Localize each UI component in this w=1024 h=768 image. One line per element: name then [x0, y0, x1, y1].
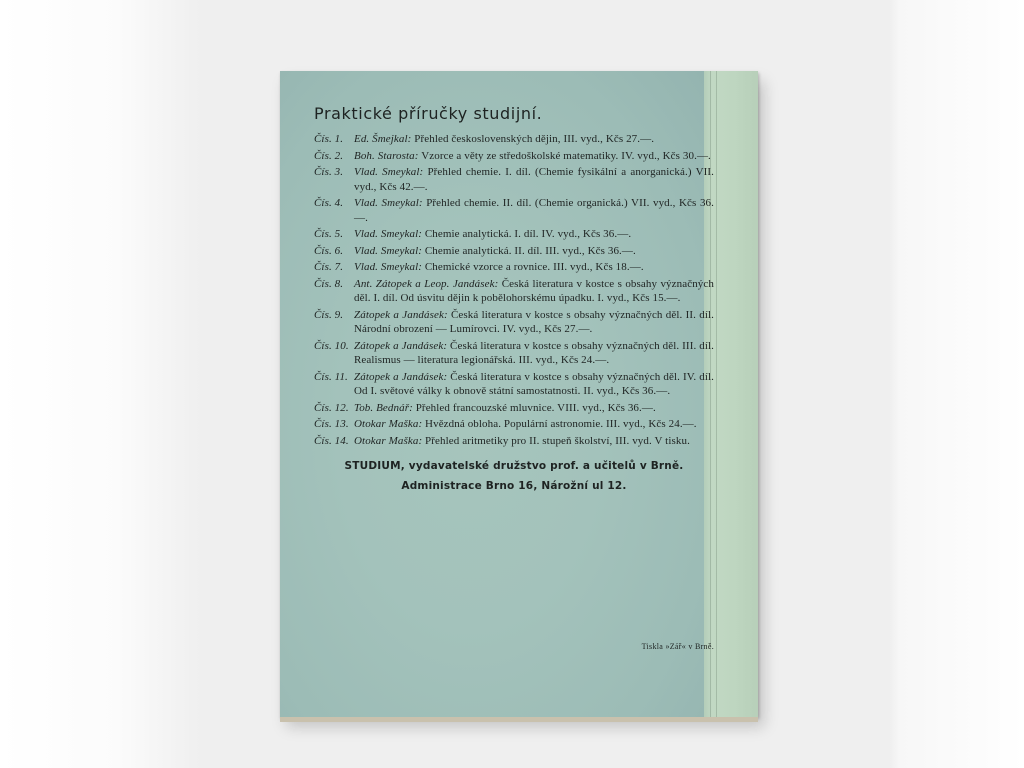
item-description	[354, 308, 714, 337]
item-number: Čís. 8.	[314, 277, 344, 290]
item-author: Zátopek a Jandásek:	[354, 339, 448, 352]
list-item	[314, 401, 714, 416]
publisher-line: STUDIUM, vydavatelské družstvo prof. a učitelů v Brně.	[344, 460, 684, 472]
item-number: Čís. 12.	[314, 401, 349, 414]
list-item	[314, 277, 714, 306]
list-item	[314, 370, 714, 399]
item-author: Vlad. Smeykal:	[354, 166, 424, 178]
list-item	[314, 132, 714, 147]
item-author: Boh. Starosta:	[354, 149, 419, 162]
item-title: Přehled francouzské mluvnice. VIII. vyd., Kčs 36.—.	[412, 401, 656, 414]
item-description	[354, 227, 714, 242]
item-number: Čís. 9.	[314, 308, 344, 321]
item-title: Přehled československých dějin, III. vyd., Kčs 27.—.	[411, 133, 655, 145]
item-title: Česká literatura v kostce s obsahy význačných děl. I. díl. Od úsvitu dějin k pobělohorskému úpadku. I. vyd., Kčs 15.—.	[354, 277, 714, 304]
item-description	[354, 149, 714, 164]
item-title: Chemie analytická. II. díl. III. vyd., Kčs 36.—.	[422, 244, 636, 257]
item-author: Vlad. Smeykal:	[354, 228, 422, 240]
item-number: Čís. 1.	[314, 133, 344, 145]
item-author: Ant. Zátopek a Leop. Jandásek:	[354, 277, 499, 290]
item-title: Česká literatura v kostce s obsahy význačných děl. II. díl. Národní obrození — Lumírovci. IV. vyd., Kčs 27.—.	[354, 308, 714, 335]
item-author: Vlad. Smeykal:	[354, 197, 423, 209]
item-author: Otokar Maška:	[354, 434, 423, 447]
item-description	[354, 132, 714, 147]
item-number: Čís. 10.	[314, 339, 349, 352]
list-item	[314, 196, 714, 225]
item-number: Čís. 6.	[314, 244, 344, 257]
list-item	[314, 417, 714, 432]
item-description	[354, 417, 714, 432]
list-item	[314, 434, 714, 449]
item-number: Čís. 11.	[314, 370, 348, 383]
item-description	[354, 434, 714, 449]
item-title: Přehled aritmetiky pro II. stupeň školství, III. vyd. V tisku.	[422, 434, 690, 447]
item-number: Čís. 7.	[314, 261, 344, 273]
item-number: Čís. 2.	[314, 149, 344, 162]
list-item	[314, 260, 714, 275]
list-item	[314, 244, 714, 259]
item-description	[354, 401, 714, 416]
item-title: Přehled chemie. I. díl. (Chemie fysikální a anorganická.) VII. vyd., Kčs 42.—.	[354, 166, 714, 193]
item-author: Ed. Šmejkal:	[354, 133, 412, 145]
item-title: Česká literatura v kostce s obsahy význačných děl. IV. díl. Od I. světové války k obnově státní samostatnosti. II. vyd., Kčs 36.—.	[354, 370, 714, 397]
cover-text	[314, 104, 714, 651]
item-title: Česká literatura v kostce s obsahy význačných děl. III. díl. Realismus — literatura legionářská. III. vyd., Kčs 24.—.	[354, 339, 714, 366]
item-title: Hvězdná obloha. Populární astronomie. III. vyd., Kčs 24.—.	[422, 418, 697, 430]
item-description	[354, 277, 714, 306]
publication-list	[314, 132, 714, 448]
address-line: Administrace Brno 16, Nárožní ul 12.	[401, 480, 627, 492]
item-number: Čís. 14.	[314, 434, 349, 447]
item-number: Čís. 4.	[314, 197, 344, 209]
spine-fold-line	[716, 71, 717, 717]
item-number: Čís. 3.	[314, 166, 344, 178]
item-author: Tob. Bednář:	[354, 401, 413, 414]
item-description	[354, 370, 714, 399]
list-item	[314, 339, 714, 368]
item-description	[354, 196, 714, 225]
item-author: Vlad. Smeykal:	[354, 261, 422, 273]
item-author: Vlad. Smeykal:	[354, 244, 422, 257]
item-author: Zátopek a Jandásek:	[354, 308, 448, 321]
list-item	[314, 149, 714, 164]
list-item	[314, 165, 714, 194]
item-title: Přehled chemie. II. díl. (Chemie organická.) VII. vyd., Kčs 36.—.	[354, 197, 714, 224]
list-heading: Praktické příručky studijní.	[314, 104, 543, 123]
item-title: Chemie analytická. I. díl. IV. vyd., Kčs 36.—.	[422, 228, 632, 240]
item-number: Čís. 5.	[314, 228, 344, 240]
item-title: Vzorce a věty ze středoškolské matematiky. IV. vyd., Kčs 30.—.	[418, 149, 711, 162]
item-description	[354, 339, 714, 368]
printer-note: Tiskla »Zář« v Brně.	[641, 642, 714, 651]
item-author: Zátopek a Jandásek:	[354, 370, 448, 383]
item-description	[354, 165, 714, 194]
item-number: Čís. 13.	[314, 418, 349, 430]
item-title: Chemické vzorce a rovnice. III. vyd., Kčs 18.—.	[422, 261, 644, 273]
list-item	[314, 227, 714, 242]
item-description	[354, 244, 714, 259]
item-description	[354, 260, 714, 275]
list-item	[314, 308, 714, 337]
item-author: Otokar Maška:	[354, 418, 423, 430]
